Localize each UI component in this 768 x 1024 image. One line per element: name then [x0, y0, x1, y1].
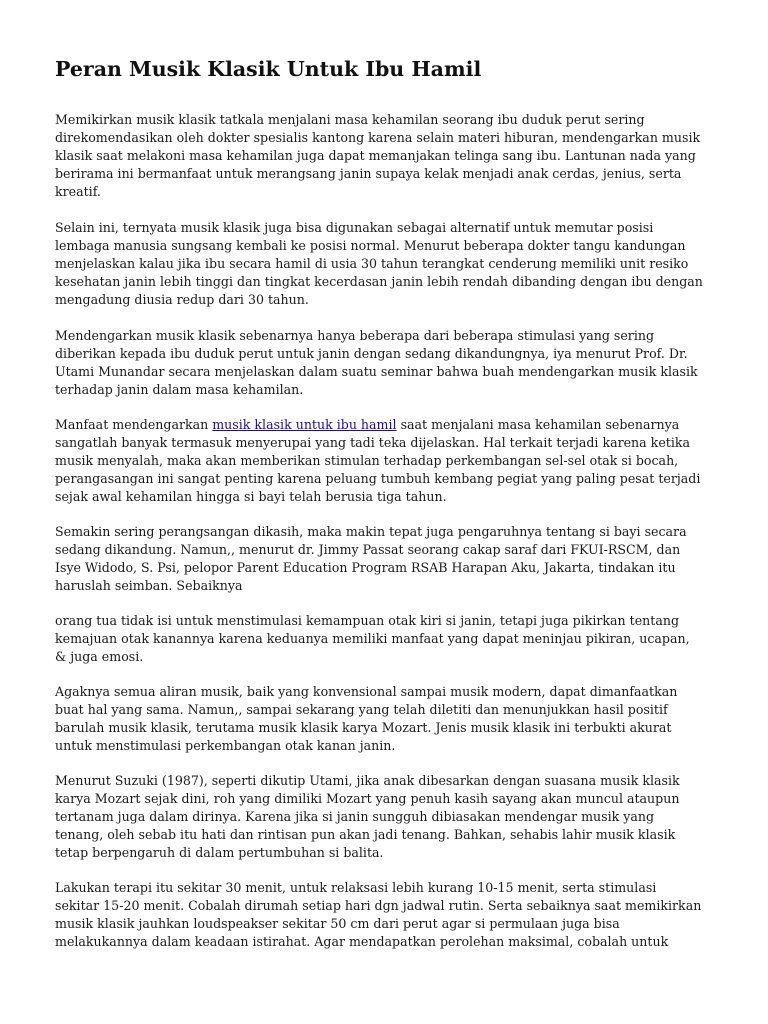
article-link[interactable]: musik klasik untuk ibu hamil [212, 417, 397, 432]
paragraph-line: perangasangan ini sangat penting karena peluang tumbuh kembang pegiat yang paling pesat terjadi [55, 470, 701, 486]
paragraph-line: Agaknya semua aliran musik, baik yang konvensional sampai musik modern, dapat dimanfaatkan [55, 684, 678, 699]
paragraph-text: saat menjalani masa kehamilan sebenarnya [396, 417, 680, 432]
paragraph-line: Semakin sering perangsangan dikasih, maka makin tepat juga pengaruhnya tentang si bayi secara [55, 524, 687, 539]
paragraph-line: lembaga manusia sungsang kembali ke posisi normal. Menurut beberapa dokter tangu kandungan [55, 237, 686, 253]
paragraph-line: Utami Munandar secara menjelaskan dalam suatu seminar bahwa buah mendengarkan musik klasik [55, 363, 698, 379]
paragraph-line: kreatif. [55, 183, 101, 199]
paragraph-line: melakukannya dalam keadaan istirahat. Agar mendapatkan perolehan maksimal, cobalah untuk [55, 933, 669, 949]
paragraph-line: terhadap janin dalam masa kehamilan. [55, 381, 304, 397]
paragraph-line: Isye Widodo, S. Psi, pelopor Parent Education Program RSAB Harapan Aku, Jakarta, tindakan itu [55, 559, 676, 575]
paragraph-1 [55, 111, 715, 201]
paragraph-line: kesehatan janin lebih tinggi dan tingkat kecerdasan janin lebih rendah dibanding dengan ibu dengan [55, 273, 703, 289]
paragraph-8 [55, 772, 715, 862]
paragraph-2 [55, 219, 715, 309]
paragraph-line: mengadung diusia redup dari 30 tahun. [55, 291, 309, 307]
paragraph-line: kemajuan otak kanannya karena keduanya memiliki manfaat yang dapat meninjau pikiran, ucapan, [55, 630, 690, 646]
paragraph-line: menjelaskan kalau jika ibu secara hamil di usia 30 tahun terangkat cenderung memiliki unit resiko [55, 255, 689, 271]
paragraph-line: sejak awal kehamilan hingga si bayi telah berusia tiga tahun. [55, 488, 447, 504]
paragraph-5 [55, 523, 715, 595]
paragraph-line: klasik saat melakoni masa kehamilan juga dapat memanjakan telinga sang ibu. Lantunan nada yang [55, 147, 696, 163]
paragraph-line: haruslah seimban. Sebaiknya [55, 577, 243, 593]
paragraph-line: orang tua tidak isi untuk menstimulasi kemampuan otak kiri si janin, tetapi juga pikirkan tentang [55, 613, 680, 628]
paragraph-line: direkomendasikan oleh dokter spesialis kantong karena selain materi hiburan, mendengarkan musik [55, 129, 701, 145]
paragraph-line: barulah musik klasik, terutama musik klasik karya Mozart. Jenis musik klasik ini terbukti akurat [55, 719, 672, 735]
paragraph-line: berirama ini bermanfaat untuk merangsang janin supaya kelak menjadi anak cerdas, jenius, serta [55, 165, 682, 181]
paragraph-line: musik menyalah, maka akan memberikan stimulan terhadap perkembangan sel-sel otak si bocah, [55, 452, 679, 468]
paragraph-line: sekitar 15-20 menit. Cobalah dirumah setiap hari dgn jadwal rutin. Serta sebaiknya saat memikirkan [55, 897, 702, 913]
paragraph-text: Manfaat mendengarkan [55, 417, 213, 432]
paragraph-line: tenang, oleh sebab itu hati dan rintisan pun akan jadi tenang. Bahkan, sehabis lahir musik klasik [55, 826, 676, 842]
paragraph-line [55, 416, 715, 434]
paragraph-line: sangatlah banyak termasuk menyerupai yang tadi teka dijelaskan. Hal terkait terjadi karena ketika [55, 434, 690, 450]
paragraph-line: Selain ini, ternyata musik klasik juga bisa digunakan sebagai alternatif untuk memutar posisi [55, 220, 654, 235]
paragraph-4 [55, 416, 715, 506]
paragraph-line: karya Mozart sejak dini, roh yang dimiliki Mozart yang penuh kasih sayang akan muncul ataupun [55, 790, 680, 806]
paragraph-line: sedang dikandung. Namun,, menurut dr. Jimmy Passat seorang cakap saraf dari FKUI-RSCM, dan [55, 541, 681, 557]
paragraph-line: buat hal yang sama. Namun,, sampai sekarang yang telah diletiti dan menunjukkan hasil positif [55, 701, 668, 717]
paragraph-line: diberikan kepada ibu duduk perut untuk janin dengan sedang dikandungnya, iya menurut Prof. Dr. [55, 345, 688, 361]
paragraph-line: Menurut Suzuki (1987), seperti dikutip Utami, jika anak dibesarkan dengan suasana musik klasik [55, 773, 680, 788]
paragraph-line: Mendengarkan musik klasik sebenarnya hanya beberapa dari beberapa stimulasi yang sering [55, 328, 655, 343]
paragraph-line: musik klasik jauhkan loudspeakser sekitar 50 cm dari perut agar si permulaan juga bisa [55, 915, 620, 931]
paragraph-6 [55, 612, 715, 666]
paragraph-line: Memikirkan musik klasik tatkala menjalani masa kehamilan seorang ibu duduk perut sering [55, 112, 645, 127]
paragraph-line: tetap berpengaruh di dalam pertumbuhan si balita. [55, 844, 384, 860]
paragraph-line: untuk menstimulasi perkembangan otak kanan janin. [55, 737, 396, 753]
paragraph-line: & juga emosi. [55, 648, 144, 664]
paragraph-line: Lakukan terapi itu sekitar 30 menit, untuk relaksasi lebih kurang 10-15 menit, serta stimulasi [55, 880, 657, 895]
paragraph-3 [55, 327, 715, 399]
document-title: Peran Musik Klasik Untuk Ibu Hamil [55, 57, 482, 81]
paragraph-7 [55, 683, 715, 755]
paragraph-line: tertanam juga dalam dirinya. Karena jika si janin sungguh dibiasakan mendengar musik yang [55, 808, 655, 824]
paragraph-9 [55, 879, 715, 951]
